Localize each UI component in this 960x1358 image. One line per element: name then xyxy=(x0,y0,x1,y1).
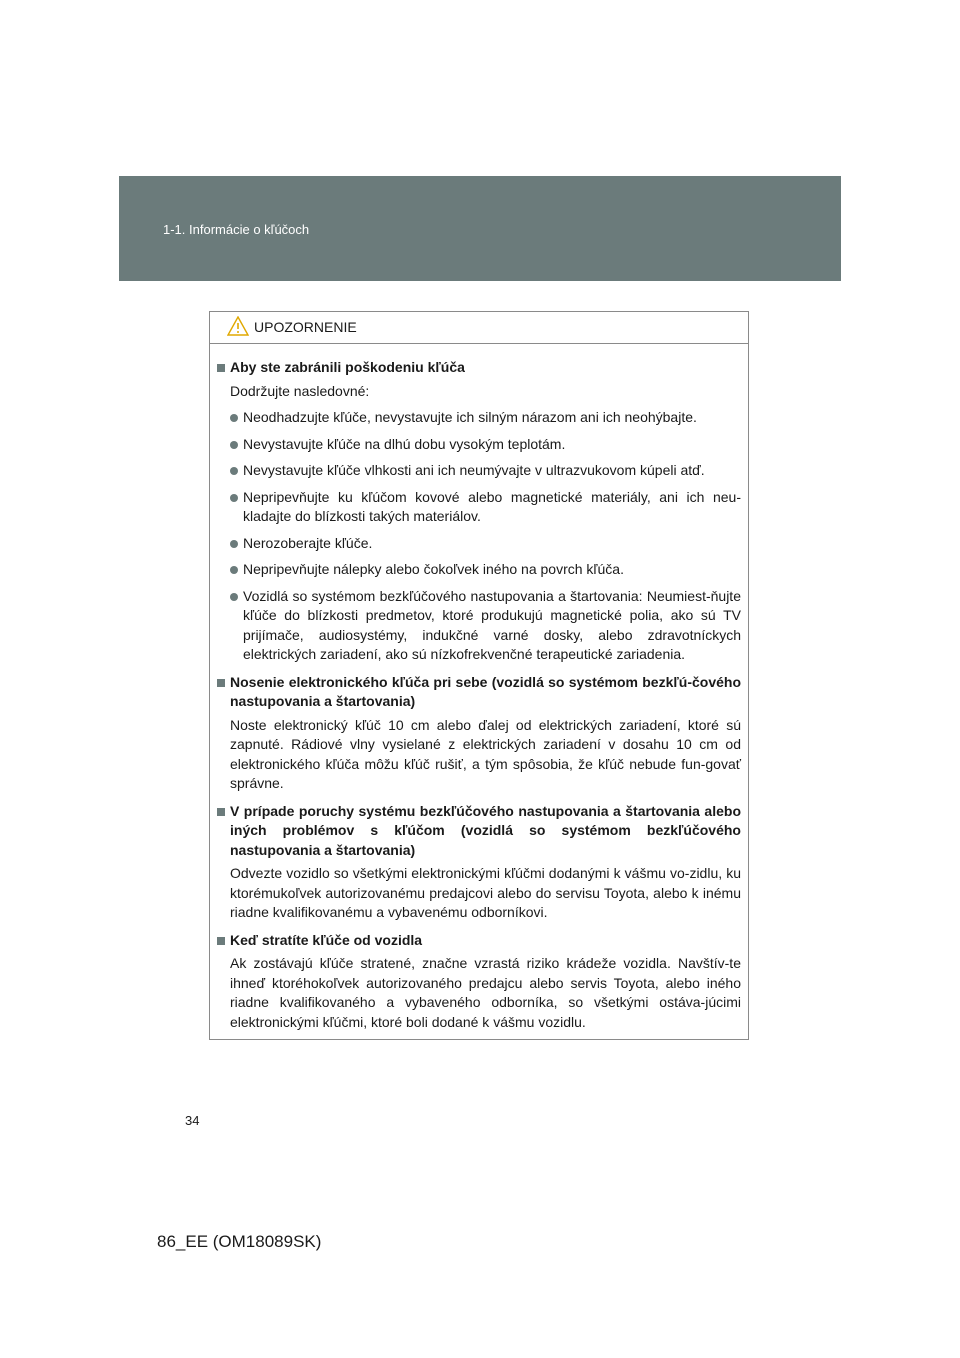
warning-triangle-icon xyxy=(227,316,249,336)
list-item: Nevystavujte kľúče na dlhú dobu vysokým teplotám. xyxy=(217,435,741,455)
header-band xyxy=(119,176,841,281)
warning-header xyxy=(210,312,748,344)
round-bullet-icon xyxy=(230,414,238,422)
round-bullet-icon xyxy=(230,467,238,475)
list-item: Nepripevňujte nálepky alebo čokoľvek iného na povrch kľúča. xyxy=(217,560,741,580)
warning-box xyxy=(209,311,749,1040)
section-heading: Aby ste zabránili poškodeniu kľúča xyxy=(217,358,741,378)
list-item: Nepripevňujte ku kľúčom kovové alebo magnetické materiály, ani ich neu-kladajte do blízkosti takých materiálov. xyxy=(217,488,741,527)
list-item: Nerozoberajte kľúče. xyxy=(217,534,741,554)
warning-label: UPOZORNENIE xyxy=(254,319,357,335)
section-heading: Keď stratíte kľúče od vozidla xyxy=(217,931,741,951)
round-bullet-icon xyxy=(230,566,238,574)
round-bullet-icon xyxy=(230,593,238,601)
square-bullet-icon xyxy=(217,808,225,816)
square-bullet-icon xyxy=(217,937,225,945)
square-bullet-icon xyxy=(217,679,225,687)
document-code: 86_EE (OM18089SK) xyxy=(157,1232,322,1251)
section-text: Ak zostávajú kľúče stratené, značne vzrastá riziko krádeže vozidla. Navštív-te ihneď ktoréhokoľvek autorizovaného predajcu alebo servis Toyota, alebo iného riadne kvalifikovaného a vybaveného odborníka, so všetkými ostáva-júcimi elektronickými kľúčmi, ktoré boli dodané k vášmu vozidlu. xyxy=(230,955,741,1030)
section-text: Noste elektronický kľúč 10 cm alebo ďalej od elektrických zariadení, ktoré sú zapnuté. Rádiové vlny vysielané z elektrických zariadení v dosahu 10 cm od elektronického kľúča môžu kľúč rušiť, a tým spôsobia, že kľúč nebude fun-govať správne. xyxy=(230,716,741,791)
section-intro: Dodržujte nasledovné: xyxy=(230,382,370,399)
warning-body xyxy=(210,344,748,1032)
list-item: Nevystavujte kľúče vlhkosti ani ich neumývajte v ultrazvukovom kúpeli atď. xyxy=(217,461,741,481)
list-item: Vozidlá so systémom bezkľúčového nastupovania a štartovania: Neumiest-ňujte kľúče do blízkosti predmetov, ktoré produkujú magnetické polia, ako sú TV prijímače, audiosystémy, indukčné varné dosky, alebo zdravotníckych elektrických zariadení, ako sú nízkofrekvenčné terapeutické zariadenia. xyxy=(217,587,741,665)
section-text: Odvezte vozidlo so všetkými elektronickými kľúčmi dodanými k vášmu vo-zidlu, ku ktorémukoľvek autorizovanému predajcovi alebo do servisu Toyota, alebo k inému riadne kvalifikovanému a vybavenému odborníkovi. xyxy=(230,865,741,920)
section-title: 1-1. Informácie o kľúčoch xyxy=(163,222,310,237)
list-item: Neodhadzujte kľúče, nevystavujte ich silným nárazom ani ich neohýbajte. xyxy=(217,408,741,428)
round-bullet-icon xyxy=(230,494,238,502)
round-bullet-icon xyxy=(230,441,238,449)
section-heading: V prípade poruchy systému bezkľúčového nastupovania a štartovania alebo iných problémov s kľúčom (vozidlá so systémom bezkľúčového nastupovania a štartovania) xyxy=(217,802,741,861)
round-bullet-icon xyxy=(230,540,238,548)
square-bullet-icon xyxy=(217,364,225,372)
page-number: 34 xyxy=(185,1113,200,1128)
section-heading: Nosenie elektronického kľúča pri sebe (vozidlá so systémom bezkľú-čového nastupovania a štartovania) xyxy=(217,673,741,712)
